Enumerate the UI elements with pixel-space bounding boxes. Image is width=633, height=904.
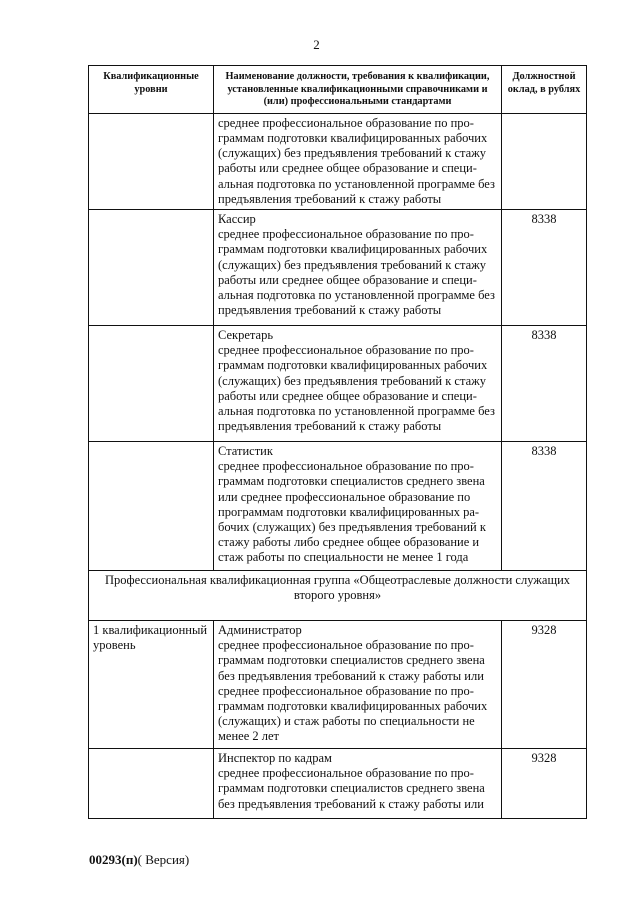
header-salary: Должностной оклад, в рублях: [502, 66, 587, 114]
position-requirements: среднее профессиональное образование по про-граммам подготовки специалистов среднего звена без предъявления требований к стажу работы или среднее профессиональное образование по про-граммам подготовки квалифицированных рабочих (служащих) и стаж работы по специальности не менее 2 лет: [218, 638, 488, 744]
position-requirements: среднее профессиональное образование по про-граммам подготовки квалифицированных рабочих (служащих) без предъявления требований к стажу работы или среднее общее образование и специ-альная подготовка по установленной программе без предъявления требований к стажу работы: [218, 115, 495, 206]
level-cell: [89, 442, 214, 571]
position-title: Инспектор по кадрам: [218, 751, 332, 765]
header-position: Наименование должности, требования к квалификации, установленные квалификационными справочниками и (или) профессиональными стандартами: [214, 66, 502, 114]
table-row: [89, 749, 587, 819]
position-requirements: среднее профессиональное образование по про-граммам подготовки специалистов среднего звена или среднее профессиональное образование по программам подготовки квалифицированных ра-бочих (служащих) без предъявления требований к стажу работы либо среднее общее образование и стаж работы по специальности не менее 1 года: [218, 459, 486, 565]
salary-table: [88, 65, 587, 819]
header-level: Квалификационные уровни: [89, 66, 214, 114]
level-cell: [89, 749, 214, 819]
table-row: [89, 326, 587, 442]
position-cell: [214, 621, 502, 749]
position-requirements: среднее профессиональное образование по про-граммам подготовки специалистов среднего звена без предъявления требований к стажу работы или: [218, 766, 485, 811]
level-cell: [89, 113, 214, 209]
document-footer: [89, 852, 189, 868]
level-cell: [89, 210, 214, 326]
document-version: ( Версия): [137, 852, 190, 867]
position-requirements: среднее профессиональное образование по про-граммам подготовки квалифицированных рабочих (служащих) без предъявления требований к стажу работы или среднее общее образование и специ-альная подготовка по установленной программе без предъявления требований к стажу работы: [218, 227, 495, 318]
position-cell: [214, 210, 502, 326]
group-header: Профессиональная квалификационная группа «Общеотраслевые должности служащих второго уровня»: [89, 571, 587, 621]
position-title: Секретарь: [218, 328, 274, 342]
position-title: Администратор: [218, 623, 302, 637]
table-row: [89, 621, 587, 749]
table-row: [89, 442, 587, 571]
group-header-row: [89, 571, 587, 621]
salary-cell: 9328: [502, 621, 587, 749]
position-cell: [214, 113, 502, 209]
position-title: Кассир: [218, 212, 256, 226]
page-number: 2: [313, 37, 320, 52]
salary-cell: 8338: [502, 326, 587, 442]
position-requirements: среднее профессиональное образование по про-граммам подготовки квалифицированных рабочих (служащих) без предъявления требований к стажу работы или среднее общее образование и специ-альная подготовка по установленной программе без предъявления требований к стажу работы: [218, 343, 495, 434]
level-cell: 1 квалификационный уровень: [89, 621, 214, 749]
position-cell: [214, 749, 502, 819]
table-row: [89, 113, 587, 209]
level-cell: [89, 326, 214, 442]
table-row: [89, 210, 587, 326]
table-header-row: [89, 66, 587, 114]
position-cell: [214, 326, 502, 442]
salary-cell: [502, 113, 587, 209]
document-code: 00293(п): [89, 852, 138, 867]
position-cell: [214, 442, 502, 571]
salary-cell: 8338: [502, 442, 587, 571]
salary-cell: 9328: [502, 749, 587, 819]
position-title: Статистик: [218, 444, 273, 458]
salary-cell: 8338: [502, 210, 587, 326]
